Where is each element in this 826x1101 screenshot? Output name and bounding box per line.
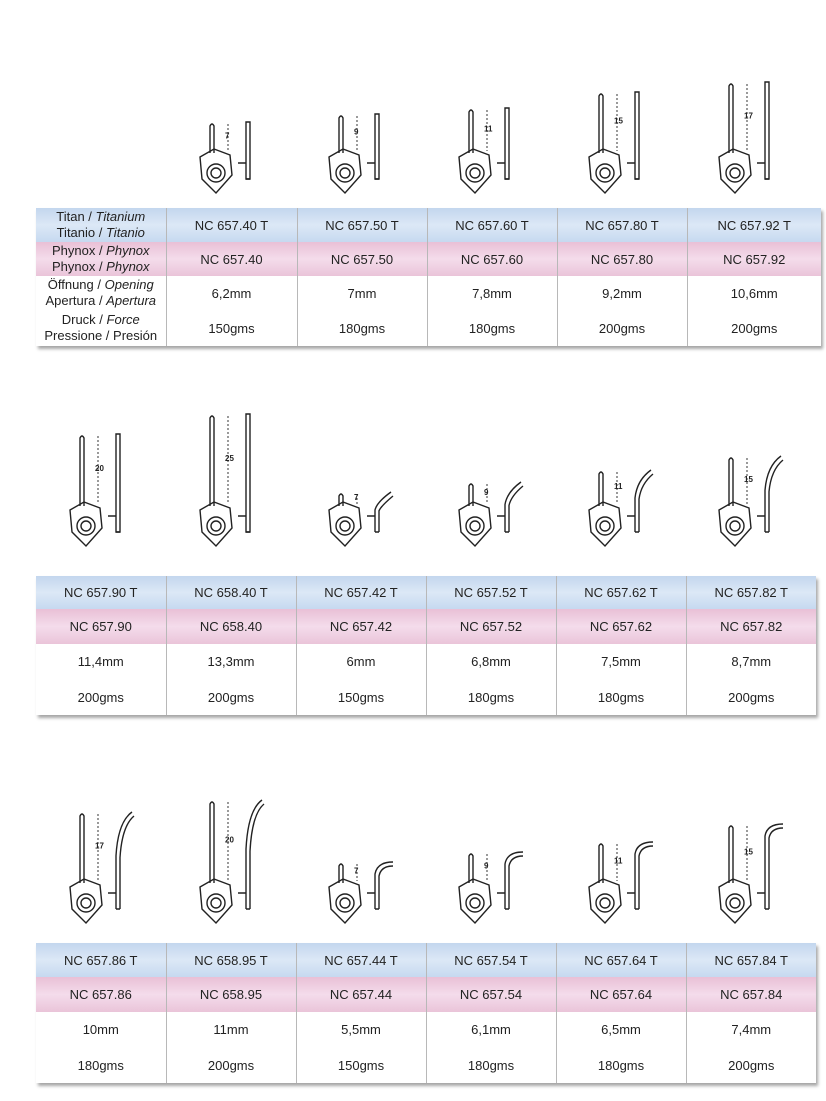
clip-head <box>329 149 361 193</box>
phynox-code: NC 657.50 <box>297 242 427 276</box>
dimension-label: 15 <box>614 116 623 126</box>
phynox-code: NC 657.54 <box>426 977 556 1012</box>
force-value: 180gms <box>426 679 556 715</box>
clip-svg <box>66 430 136 548</box>
clip-svg <box>196 118 266 195</box>
clip-ring <box>207 164 225 182</box>
opening-row <box>36 276 821 310</box>
clip-right-leg <box>116 812 134 909</box>
row-header-opening: Öffnung / Opening Apertura / Apertura <box>36 276 166 310</box>
clip-head <box>459 502 491 546</box>
clip-svg <box>715 78 785 195</box>
clip-right-leg <box>375 114 379 179</box>
clip-head <box>329 502 361 546</box>
clip-drawing <box>196 410 266 548</box>
force-value: 150gms <box>166 310 297 346</box>
titan-code: NC 657.62 T <box>556 576 686 609</box>
dimension-label: 17 <box>95 841 104 851</box>
clip-svg <box>585 838 655 925</box>
phynox-code: NC 658.40 <box>166 609 296 644</box>
titan-code: NC 657.92 T <box>687 208 821 242</box>
opening-value: 7,8mm <box>427 276 557 310</box>
clip-right-leg <box>765 456 783 532</box>
titan-code: NC 658.40 T <box>166 576 296 609</box>
opening-value: 10,6mm <box>687 276 821 310</box>
titan-code: NC 657.84 T <box>686 943 816 977</box>
titan-code: NC 657.50 T <box>297 208 427 242</box>
dimension-label: 15 <box>744 475 753 484</box>
clip-left-leg <box>469 854 473 883</box>
force-value: 200gms <box>686 679 816 715</box>
clip-head <box>589 149 621 193</box>
spec-table-2 <box>36 576 816 715</box>
opening-value: 6mm <box>296 644 426 679</box>
clip-left-leg <box>339 494 343 506</box>
clip-ring <box>77 894 95 912</box>
clip-ring <box>207 894 225 912</box>
clip-head <box>200 879 232 923</box>
force-row <box>36 1047 816 1083</box>
clip-ring <box>336 517 354 535</box>
clip-left-leg <box>469 110 473 153</box>
phynox-code: NC 657.40 <box>166 242 297 276</box>
opening-value: 6,2mm <box>166 276 297 310</box>
clip-ring <box>466 517 484 535</box>
clip-right-leg <box>246 414 250 532</box>
force-value: 150gms <box>296 679 426 715</box>
clip-drawing <box>585 466 655 548</box>
titan-code: NC 657.64 T <box>556 943 686 977</box>
clip-svg <box>196 410 266 548</box>
clip-right-leg <box>765 824 783 909</box>
clip-left-leg <box>729 84 733 153</box>
phynox-code: NC 657.84 <box>686 977 816 1012</box>
clip-left-leg <box>599 94 603 153</box>
phynox-code: NC 658.95 <box>166 977 296 1012</box>
opening-value: 9,2mm <box>557 276 687 310</box>
force-value: 180gms <box>556 679 686 715</box>
titan-row <box>36 943 816 977</box>
force-value: 180gms <box>426 1047 556 1083</box>
force-value: 200gms <box>557 310 687 346</box>
clip-svg <box>325 488 395 548</box>
phynox-code: NC 657.44 <box>296 977 426 1012</box>
clip-ring <box>77 517 95 535</box>
opening-value: 7,5mm <box>556 644 686 679</box>
clip-svg <box>66 808 136 925</box>
clip-left-leg <box>729 458 733 506</box>
clip-ring <box>466 894 484 912</box>
dimension-label: 7 <box>354 493 359 502</box>
clip-drawing <box>66 430 136 548</box>
clip-ring <box>336 894 354 912</box>
clip-drawing <box>455 104 525 195</box>
titan-code: NC 657.44 T <box>296 943 426 977</box>
force-value: 200gms <box>36 679 166 715</box>
clip-drawing <box>66 808 136 925</box>
clip-svg <box>585 88 655 195</box>
dimension-label: 17 <box>744 111 753 121</box>
clip-right-leg <box>505 852 523 909</box>
opening-value: 6,1mm <box>426 1012 556 1047</box>
dimension-label: 11 <box>484 124 493 134</box>
clip-ring <box>726 894 744 912</box>
dimension-label: 9 <box>354 127 359 137</box>
titan-code: NC 657.80 T <box>557 208 687 242</box>
clip-left-leg <box>210 416 214 506</box>
dimension-label: 9 <box>484 488 489 497</box>
clip-ring <box>726 164 744 182</box>
clip-head <box>719 502 751 546</box>
clip-right-leg <box>246 122 250 179</box>
clip-drawing <box>715 820 785 925</box>
clip-head <box>200 502 232 546</box>
clip-right-leg <box>635 92 639 179</box>
clip-ring <box>336 164 354 182</box>
titan-code: NC 657.42 T <box>296 576 426 609</box>
row-header-phynox: Phynox / Phynox Phynox / Phynox <box>36 242 166 276</box>
opening-value: 13,3mm <box>166 644 296 679</box>
clip-svg <box>325 858 395 925</box>
clip-head <box>589 502 621 546</box>
opening-value: 10mm <box>36 1012 166 1047</box>
clip-drawing <box>325 858 395 925</box>
force-row <box>36 679 816 715</box>
clip-svg <box>455 104 525 195</box>
titan-code: NC 657.82 T <box>686 576 816 609</box>
force-value: 150gms <box>296 1047 426 1083</box>
opening-value: 5,5mm <box>296 1012 426 1047</box>
clip-right-leg <box>116 434 120 532</box>
clip-head <box>719 879 751 923</box>
phynox-code: NC 657.52 <box>426 609 556 644</box>
phynox-code: NC 657.90 <box>36 609 166 644</box>
phynox-code: NC 657.92 <box>687 242 821 276</box>
phynox-code: NC 657.62 <box>556 609 686 644</box>
dimension-label: 15 <box>744 847 753 857</box>
titan-code: NC 657.90 T <box>36 576 166 609</box>
dimension-label: 20 <box>95 464 104 473</box>
clip-left-leg <box>339 116 343 153</box>
clip-right-leg <box>246 800 264 909</box>
clip-drawing <box>715 452 785 548</box>
opening-value: 11mm <box>166 1012 296 1047</box>
opening-value: 11,4mm <box>36 644 166 679</box>
clip-drawing <box>715 78 785 195</box>
clip-drawing <box>196 796 266 925</box>
clip-left-leg <box>210 802 214 883</box>
clip-drawing <box>585 88 655 195</box>
spec-table-1 <box>36 208 821 346</box>
titan-row <box>36 208 821 242</box>
phynox-code: NC 657.42 <box>296 609 426 644</box>
force-value: 200gms <box>166 679 296 715</box>
titan-code: NC 658.95 T <box>166 943 296 977</box>
phynox-code: NC 657.80 <box>557 242 687 276</box>
clip-ring <box>207 517 225 535</box>
clip-drawing <box>455 848 525 925</box>
clip-right-leg <box>765 82 769 179</box>
phynox-code: NC 657.86 <box>36 977 166 1012</box>
titan-code: NC 657.52 T <box>426 576 556 609</box>
force-value: 200gms <box>687 310 821 346</box>
clip-left-leg <box>210 124 214 153</box>
clip-left-leg <box>599 472 603 506</box>
phynox-code: NC 657.60 <box>427 242 557 276</box>
titan-code: NC 657.86 T <box>36 943 166 977</box>
force-value: 180gms <box>36 1047 166 1083</box>
clip-ring <box>596 517 614 535</box>
clip-right-leg <box>375 492 393 532</box>
clip-drawing <box>455 478 525 548</box>
clip-head <box>200 149 232 193</box>
force-value: 180gms <box>556 1047 686 1083</box>
opening-value: 7,4mm <box>686 1012 816 1047</box>
clip-svg <box>585 466 655 548</box>
clip-head <box>589 879 621 923</box>
phynox-code: NC 657.64 <box>556 977 686 1012</box>
clip-drawing <box>585 838 655 925</box>
clip-left-leg <box>80 436 84 506</box>
clip-head <box>459 879 491 923</box>
force-value: 180gms <box>297 310 427 346</box>
force-value: 200gms <box>686 1047 816 1083</box>
opening-row <box>36 1012 816 1047</box>
dimension-label: 9 <box>484 861 489 871</box>
row-header-titan: Titan / Titanium Titanio / Titanio <box>36 208 166 242</box>
phynox-code: NC 657.82 <box>686 609 816 644</box>
clip-left-leg <box>80 814 84 883</box>
phynox-row <box>36 242 821 276</box>
force-value: 180gms <box>427 310 557 346</box>
clip-ring <box>726 517 744 535</box>
force-value: 200gms <box>166 1047 296 1083</box>
clip-drawing <box>325 488 395 548</box>
clip-right-leg <box>505 108 509 179</box>
clip-left-leg <box>599 844 603 883</box>
dimension-label: 11 <box>614 482 623 491</box>
clip-head <box>329 879 361 923</box>
clip-ring <box>596 164 614 182</box>
phynox-row <box>36 977 816 1012</box>
clip-right-leg <box>635 842 653 909</box>
force-row <box>36 310 821 346</box>
row-header-force: Druck / Force Pressione / Presión <box>36 310 166 346</box>
clip-left-leg <box>729 826 733 883</box>
titan-code: NC 657.40 T <box>166 208 297 242</box>
clip-right-leg <box>635 470 653 532</box>
dimension-label: 20 <box>225 835 234 845</box>
clip-head <box>70 879 102 923</box>
opening-value: 6,5mm <box>556 1012 686 1047</box>
clip-ring <box>466 164 484 182</box>
phynox-row <box>36 609 816 644</box>
dimension-label: 7 <box>225 131 230 141</box>
clip-drawing <box>196 118 266 195</box>
clip-svg <box>455 478 525 548</box>
clip-head <box>719 149 751 193</box>
opening-value: 6,8mm <box>426 644 556 679</box>
clip-head <box>70 502 102 546</box>
clip-head <box>459 149 491 193</box>
clip-ring <box>596 894 614 912</box>
opening-value: 8,7mm <box>686 644 816 679</box>
opening-row <box>36 644 816 679</box>
clip-svg <box>325 110 395 195</box>
titan-code: NC 657.54 T <box>426 943 556 977</box>
clip-right-leg <box>375 862 393 909</box>
opening-value: 7mm <box>297 276 427 310</box>
clip-right-leg <box>505 482 523 532</box>
dimension-label: 25 <box>225 454 234 463</box>
clip-svg <box>715 820 785 925</box>
titan-row <box>36 576 816 609</box>
dimension-label: 7 <box>354 866 359 876</box>
clip-svg <box>196 796 266 925</box>
spec-table-3 <box>36 943 816 1083</box>
clip-svg <box>715 452 785 548</box>
dimension-label: 11 <box>614 856 623 866</box>
titan-code: NC 657.60 T <box>427 208 557 242</box>
clip-drawing <box>325 110 395 195</box>
clip-svg <box>455 848 525 925</box>
